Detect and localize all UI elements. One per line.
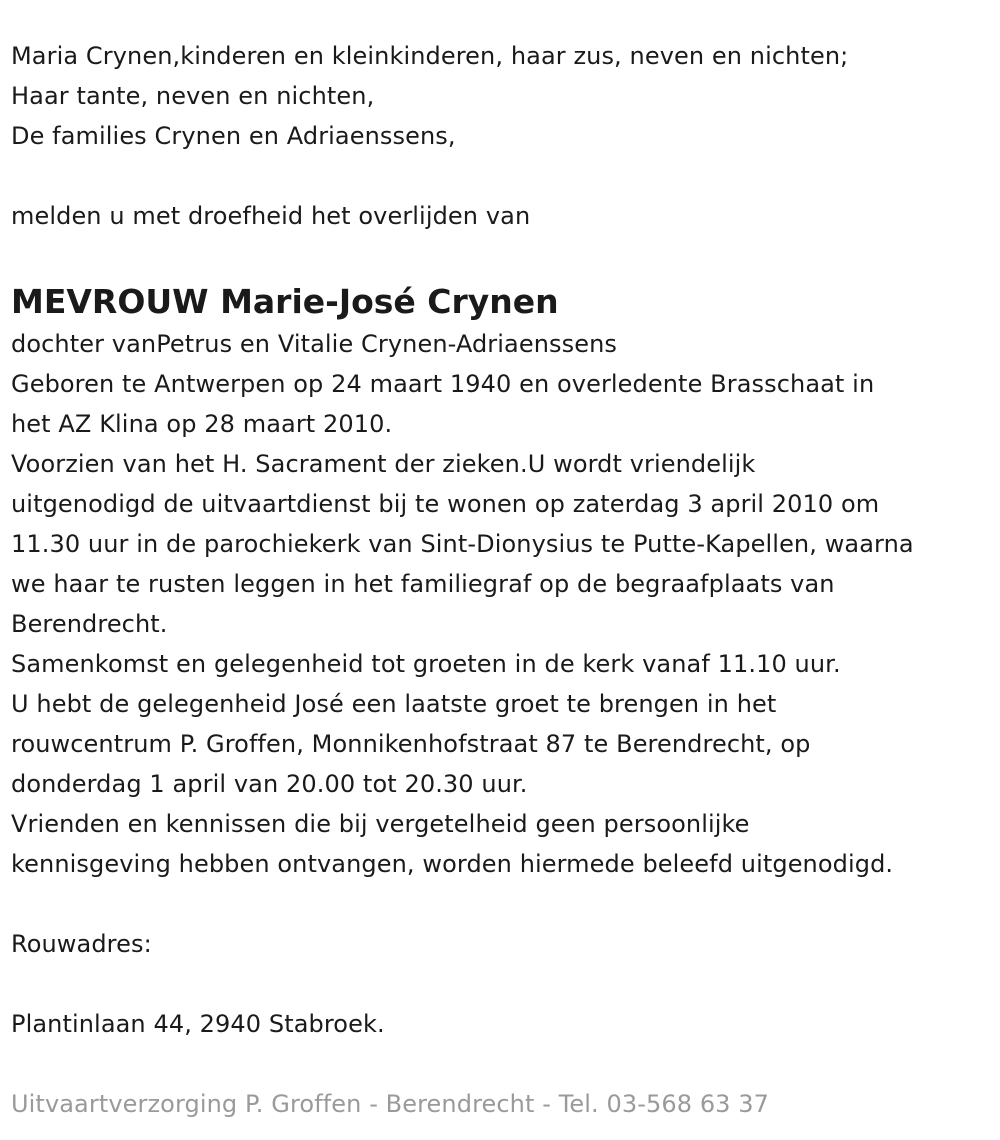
announcement-text: melden u met droefheid het overlijden van bbox=[11, 202, 531, 230]
body-line: rouwcentrum P. Groffen, Monnikenhofstraat 87 te Berendrecht, op bbox=[11, 730, 811, 758]
spacer bbox=[11, 1044, 993, 1084]
spacer bbox=[11, 156, 993, 196]
funeral-home-footer: Uitvaartverzorging P. Groffen - Berendrecht - Tel. 03-568 63 37 bbox=[11, 1090, 770, 1118]
body-line: Voorzien van het H. Sacrament der zieken.U wordt vriendelijk bbox=[11, 450, 756, 478]
body-line: het AZ Klina op 28 maart 2010. bbox=[11, 410, 393, 438]
body-line: uitgenodigd de uitvaartdienst bij te wonen op zaterdag 3 april 2010 om bbox=[11, 490, 880, 518]
spacer bbox=[11, 964, 993, 1004]
body-line: Geboren te Antwerpen op 24 maart 1940 en overledente Brasschaat in bbox=[11, 370, 875, 398]
body-line: Vrienden en kennissen die bij vergetelheid geen persoonlijke bbox=[11, 810, 750, 838]
body-line: U hebt de gelegenheid José een laatste groet te brengen in het bbox=[11, 690, 777, 718]
obituary-notice bbox=[11, 36, 993, 1124]
spacer bbox=[11, 236, 993, 276]
body-line: Samenkomst en gelegenheid tot groeten in de kerk vanaf 11.10 uur. bbox=[11, 650, 841, 678]
intro-line-aunt: Haar tante, neven en nichten, bbox=[11, 82, 375, 110]
body-line: we haar te rusten leggen in het familiegraf op de begraafplaats van bbox=[11, 570, 835, 598]
intro-line-family: Maria Crynen,kinderen en kleinkinderen, haar zus, neven en nichten; bbox=[11, 42, 849, 70]
body-line: donderdag 1 april van 20.00 tot 20.30 uur. bbox=[11, 770, 528, 798]
deceased-name: MEVROUW Marie-José Crynen bbox=[11, 282, 559, 321]
mourning-address: Plantinlaan 44, 2940 Stabroek. bbox=[11, 1010, 385, 1038]
mourning-address-label: Rouwadres: bbox=[11, 930, 152, 958]
body-line: kennisgeving hebben ontvangen, worden hiermede beleefd uitgenodigd. bbox=[11, 850, 894, 878]
body-line: 11.30 uur in de parochiekerk van Sint-Dionysius te Putte-Kapellen, waarna bbox=[11, 530, 914, 558]
intro-line-families: De families Crynen en Adriaenssens, bbox=[11, 122, 456, 150]
spacer bbox=[11, 884, 993, 924]
body-line: dochter vanPetrus en Vitalie Crynen-Adriaenssens bbox=[11, 330, 618, 358]
body-line: Berendrecht. bbox=[11, 610, 168, 638]
